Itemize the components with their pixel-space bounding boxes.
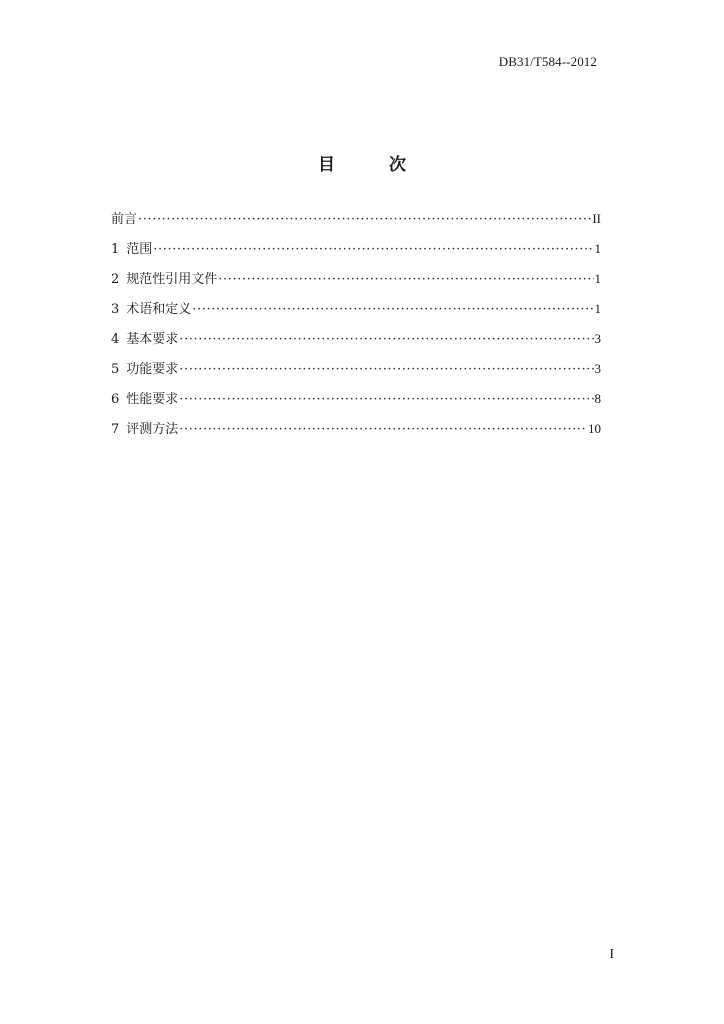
toc-entry-label: 性能要求: [126, 392, 179, 407]
toc-entry-label: 功能要求: [126, 362, 179, 377]
toc-entry-number: 4: [111, 332, 120, 347]
toc-entry-number: 7: [111, 422, 120, 437]
toc-entry-page: 10: [588, 421, 601, 436]
toc-entry-page: II: [592, 211, 601, 226]
toc-entry-page: 1: [594, 301, 601, 316]
toc-entry-page: 1: [594, 271, 601, 286]
toc-entry-label: 基本要求: [126, 332, 179, 347]
toc-entry-label: 术语和定义: [126, 302, 192, 317]
toc-dot-leader: [179, 362, 593, 377]
toc-entry-functional-requirements[interactable]: [111, 358, 601, 388]
toc-dot-leader: [153, 242, 593, 257]
toc-entry-page: 1: [594, 241, 601, 256]
toc-entry-label: 前言: [111, 212, 138, 227]
toc-title: 目 次: [318, 155, 430, 175]
toc-entry-label: 评测方法: [126, 422, 179, 437]
toc-entry-page: 3: [594, 331, 601, 346]
toc-entry-terms-definitions[interactable]: [111, 298, 601, 328]
toc-entry-evaluation-methods[interactable]: [111, 418, 601, 448]
toc-entry-basic-requirements[interactable]: [111, 328, 601, 358]
toc-entry-foreword[interactable]: [111, 208, 601, 238]
toc-dot-leader: [218, 272, 593, 287]
toc-dot-leader: [138, 212, 591, 227]
toc-entry-label: 规范性引用文件: [126, 272, 218, 287]
toc-entry-scope[interactable]: [111, 238, 601, 268]
document-code-header: DB31/T584--2012: [498, 54, 597, 69]
toc-entry-number: 5: [111, 362, 120, 377]
toc-entry-number: 3: [111, 302, 120, 317]
table-of-contents: [111, 208, 601, 448]
toc-entry-number: 6: [111, 392, 120, 407]
toc-entry-performance-requirements[interactable]: [111, 388, 601, 418]
toc-dot-leader: [179, 422, 587, 437]
toc-dot-leader: [179, 392, 593, 407]
toc-entry-number: 2: [111, 272, 120, 287]
page-number: I: [609, 947, 614, 962]
toc-dot-leader: [179, 332, 593, 347]
toc-entry-normative-references[interactable]: [111, 268, 601, 298]
toc-entry-label: 范围: [126, 242, 153, 257]
toc-entry-page: 8: [594, 391, 601, 406]
toc-entry-number: 1: [111, 242, 120, 257]
toc-entry-page: 3: [594, 361, 601, 376]
toc-dot-leader: [192, 302, 593, 317]
